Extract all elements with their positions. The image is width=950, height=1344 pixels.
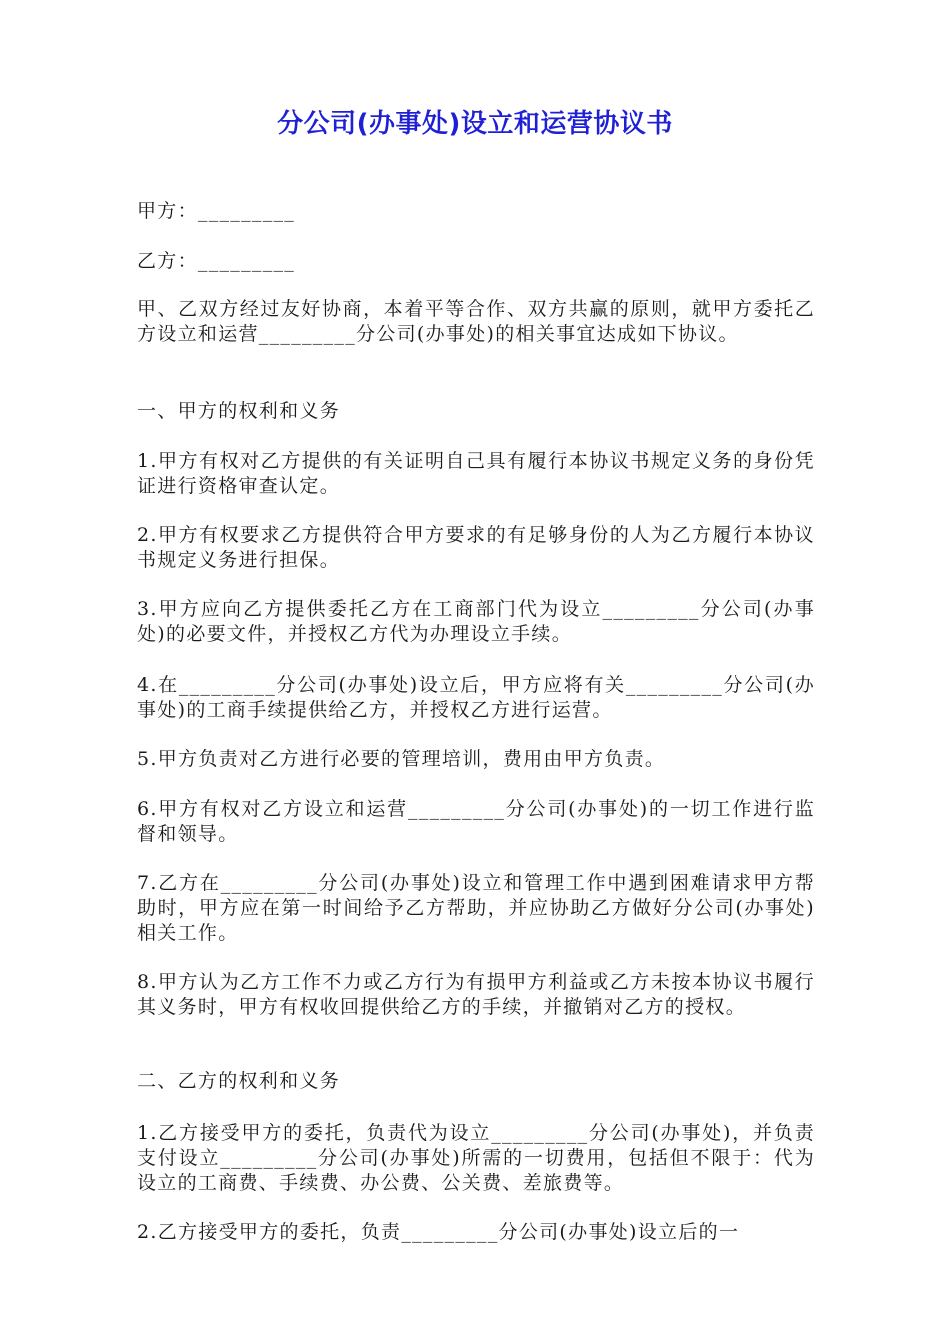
section-2-heading: 二、乙方的权利和义务 [137,1070,341,1092]
section-2-item: 1.乙方接受甲方的委托，负责代为设立_________分公司(办事处)，并负责支付设立_________分公司(办事处)所需的一切费用，包括但不限于：代为设立的工商费、手续费、办公费、公关费、差旅费等。 [137,1122,815,1194]
party-b-line: 乙方：_________ [137,250,296,272]
section-1-item: 4.在_________分公司(办事处)设立后，甲方应将有关_________分公司(办事处)的工商手续提供给乙方，并授权乙方进行运营。 [137,674,815,721]
section-1-item: 7.乙方在_________分公司(办事处)设立和管理工作中遇到困难请求甲方帮助时，甲方应在第一时间给予乙方帮助，并应协助乙方做好分公司(办事处)相关工作。 [137,872,815,944]
section-1-item: 1.甲方有权对乙方提供的有关证明自己具有履行本协议书规定义务的身份凭证进行资格审查认定。 [137,450,815,497]
section-1-item: 5.甲方负责对乙方进行必要的管理培训，费用由甲方负责。 [137,748,666,770]
section-2-item: 2.乙方接受甲方的委托，负责_________分公司(办事处)设立后的一 [137,1221,740,1243]
section-1-item: 8.甲方认为乙方工作不力或乙方行为有损甲方利益或乙方未按本协议书履行其义务时，甲方有权收回提供给乙方的手续，并撤销对乙方的授权。 [137,971,815,1018]
intro-paragraph: 甲、乙双方经过友好协商，本着平等合作、双方共赢的原则，就甲方委托乙方设立和运营_________分公司(办事处)的相关事宜达成如下协议。 [137,298,815,345]
document-title: 分公司(办事处)设立和运营协议书 [277,109,673,139]
section-1-item: 3.甲方应向乙方提供委托乙方在工商部门代为设立_________分公司(办事处)的必要文件，并授权乙方代为办理设立手续。 [137,598,815,645]
party-a-line: 甲方：_________ [137,200,296,222]
section-1-heading: 一、甲方的权利和义务 [137,400,341,422]
section-1-item: 2.甲方有权要求乙方提供符合甲方要求的有足够身份的人为乙方履行本协议书规定义务进行担保。 [137,524,815,571]
section-1-item: 6.甲方有权对乙方设立和运营_________分公司(办事处)的一切工作进行监督和领导。 [137,798,815,845]
